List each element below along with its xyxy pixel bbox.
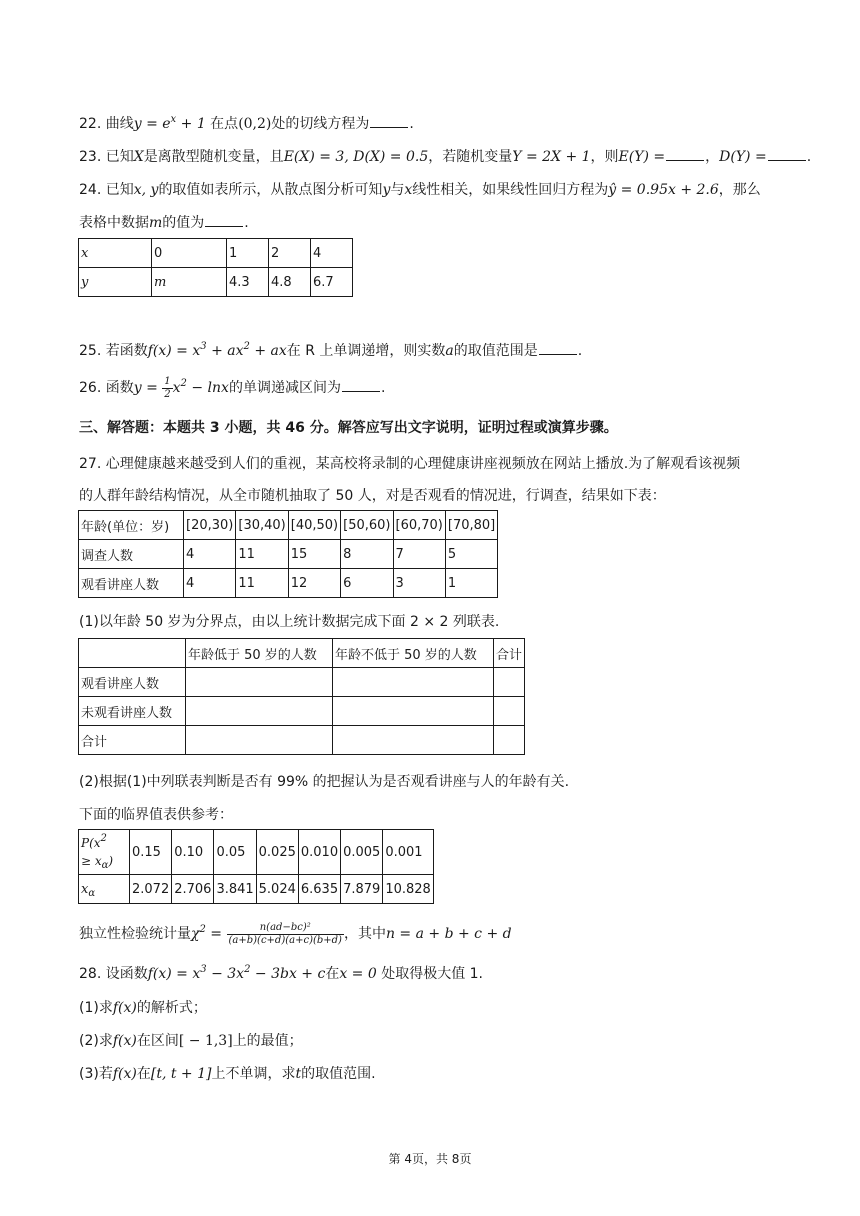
table-row: 未观看讲座人数 bbox=[79, 697, 525, 726]
table-row: $x_\alpha$ 2.072 2.706 3.841 5.024 6.635 7.879 10.828 bbox=[79, 875, 434, 904]
table-row: 年龄低于 50 岁的人数 年龄不低于 50 岁的人数 合计 bbox=[79, 639, 525, 668]
answer-cell[interactable] bbox=[494, 726, 525, 755]
fraction: $\frac{1}{2}$ bbox=[164, 375, 171, 400]
page-footer: 第 4页，共 8页 bbox=[388, 1152, 472, 1166]
question-27-line1: 27. 心理健康越来越受到人们的重视，某高校将录制的心理健康讲座视频放在网站上播放.为了解观看该视频 bbox=[79, 456, 741, 472]
answer-cell[interactable] bbox=[186, 697, 333, 726]
answer-blank bbox=[370, 113, 408, 128]
chi-square-formula: 独立性检验统计量$\chi^2$ = $\frac{\text{n(ad−bc)²}}{(a+b)(c+d)(a+c)(b+d)}$ ，其中n = a + b + c + d bbox=[79, 921, 512, 946]
question-25: 25. 若函数$f(x) = x^3 + ax^2$ + ax在 R 上单调递增，则实数a的取值范围是 . bbox=[79, 341, 583, 359]
q22-equation: $y = e^x + 1$ bbox=[133, 114, 206, 132]
answer-blank bbox=[205, 212, 243, 227]
table-row: 合计 bbox=[79, 726, 525, 755]
answer-cell[interactable] bbox=[333, 668, 494, 697]
critical-value-table bbox=[78, 829, 434, 904]
table-row: 观看讲座人数 4 11 12 6 3 1 bbox=[79, 569, 498, 598]
question-27-line2: 的人群年龄结构情况，从全市随机抽取了 50 人，对是否观看的情况进，行调查，结果如下表： bbox=[79, 488, 666, 504]
question-22: 22. 曲线$y = e^x + 1$ 在点(0,2)处的切线方程为 . bbox=[79, 114, 414, 132]
fraction: $\frac{\text{n(ad−bc)²}}{(a+b)(c+d)(a+c)(b+d)}$ bbox=[228, 921, 342, 946]
xy-table bbox=[78, 238, 353, 297]
q28-part1: (1)求f(x)的解析式； bbox=[79, 1000, 207, 1016]
answer-blank bbox=[342, 377, 380, 392]
probability-header: $P(x^2$ ≥ $x_\alpha$) bbox=[79, 830, 130, 875]
q27-part1: (1)以年龄 50 岁为分界点，由以上统计数据完成下面 2 × 2 列联表. bbox=[79, 614, 500, 630]
answer-blank bbox=[539, 340, 577, 355]
q28-part2: (2)求f(x)在区间[ − 1,3]上的最值； bbox=[79, 1033, 303, 1049]
question-23: 23. 已知X是离散型随机变量，且E(X) = 3, D(X) = 0.5，若随机变量Y = 2X + 1，则E(Y) = ，D(Y) = . bbox=[79, 146, 811, 167]
question-24-line1: 24. 已知x, y的取值如表所示，从散点图分析可知y与x线性相关，如果线性回归方程为ŷ = 0.95x + 2.6，那么 bbox=[79, 182, 761, 198]
contingency-table bbox=[78, 638, 525, 755]
answer-cell[interactable] bbox=[333, 697, 494, 726]
answer-blank bbox=[768, 146, 806, 161]
answer-blank bbox=[666, 146, 704, 161]
table-row: 调查人数 4 11 15 8 7 5 bbox=[79, 540, 498, 569]
q27-reference-note: 下面的临界值表供参考： bbox=[79, 807, 233, 823]
age-survey-table bbox=[78, 510, 498, 598]
answer-cell[interactable] bbox=[333, 726, 494, 755]
q28-part3: (3)若f(x)在[t, t + 1]上不单调，求t的取值范围. bbox=[79, 1066, 376, 1082]
table-row: 观看讲座人数 bbox=[79, 668, 525, 697]
answer-cell[interactable] bbox=[494, 668, 525, 697]
q27-part2: (2)根据(1)中列联表判断是否有 99% 的把握认为是否观看讲座与人的年龄有关. bbox=[79, 774, 570, 790]
answer-cell[interactable] bbox=[494, 697, 525, 726]
table-row: 年龄(单位：岁) [20,30) [30,40) [40,50) [50,60) [60,70) [70,80] bbox=[79, 511, 498, 540]
question-28: 28. 设函数$f(x) = x^3 - 3x^2 - 3bx + c$在x = 0 处取得极大值 1. bbox=[79, 964, 484, 982]
question-24-line2: 表格中数据m的值为 . bbox=[79, 212, 249, 233]
table-row: $P(x^2$ ≥ $x_\alpha$) 0.15 0.10 0.05 0.025 0.010 0.005 0.001 bbox=[79, 830, 434, 875]
section-heading: 三、解答题：本题共 3 小题，共 46 分。解答应写出文字说明，证明过程或演算步骤。 bbox=[79, 420, 618, 436]
question-26: 26. 函数y = $\frac{1}{2}$ $x^2 - \ln x$的单调递减区间为 . bbox=[79, 375, 386, 400]
answer-cell[interactable] bbox=[186, 726, 333, 755]
table-row: x 0 1 2 4 bbox=[79, 239, 353, 268]
q22-number: 22. bbox=[79, 116, 102, 132]
critical-value-header: $x_\alpha$ bbox=[79, 875, 130, 904]
table-row: y m 4.3 4.8 6.7 bbox=[79, 268, 353, 297]
answer-cell[interactable] bbox=[186, 668, 333, 697]
